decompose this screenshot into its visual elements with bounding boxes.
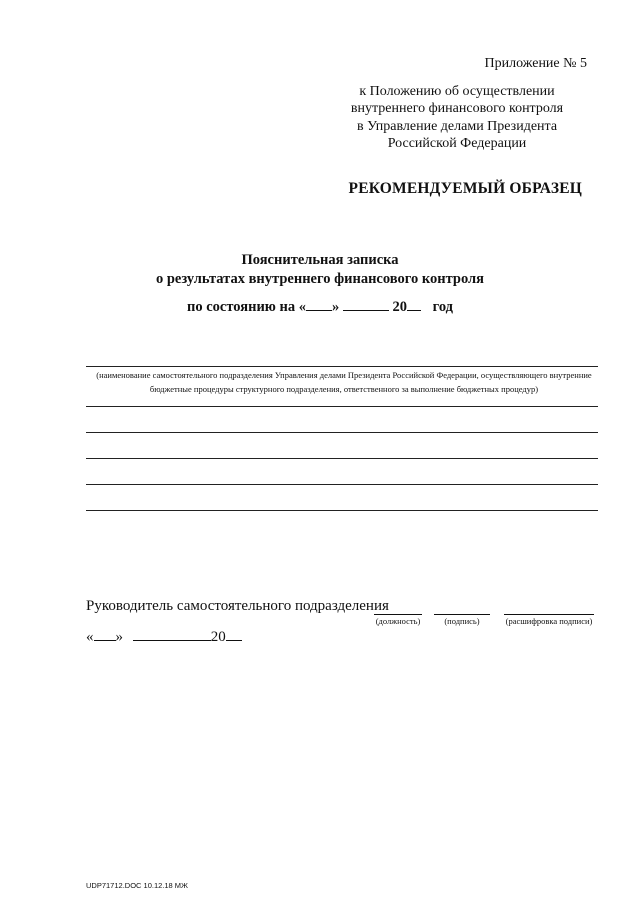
position-field[interactable] bbox=[374, 614, 422, 626]
text-line[interactable] bbox=[86, 406, 598, 407]
text-line[interactable] bbox=[86, 458, 598, 459]
year-suffix: год bbox=[432, 299, 453, 315]
subdivision-caption bbox=[88, 368, 600, 396]
subdivision-name-line[interactable] bbox=[86, 366, 598, 367]
reference-line: внутреннего финансового контроля bbox=[350, 101, 564, 116]
signature-decode-caption: (расшифровка подписи) bbox=[505, 616, 593, 626]
caption-line-1: (наименование самостоятельного подразделения Управления делами Президента Российской Федерации, осуществляющего внутренние bbox=[96, 370, 592, 380]
text-line[interactable] bbox=[86, 432, 598, 433]
signature-caption: (подпись) bbox=[444, 616, 480, 626]
as-of-date bbox=[0, 298, 640, 316]
signing-month-blank[interactable] bbox=[133, 628, 211, 641]
signing-day-blank[interactable] bbox=[94, 628, 116, 641]
signing-date bbox=[86, 628, 242, 646]
as-of-close-quote: » bbox=[331, 299, 340, 315]
text-line[interactable] bbox=[86, 510, 598, 511]
caption-line-2: бюджетные процедуры структурного подразделения, ответственного за выполнение бюджетных процедур) bbox=[149, 384, 539, 394]
document-title bbox=[0, 251, 640, 289]
day-blank[interactable] bbox=[306, 298, 332, 311]
text-line[interactable] bbox=[86, 484, 598, 485]
title-line-2: о результатах внутреннего финансового контроля bbox=[155, 271, 485, 287]
signature-field[interactable] bbox=[434, 614, 490, 626]
appendix-header bbox=[327, 55, 587, 153]
year-prefix: 20 bbox=[392, 299, 407, 315]
as-of-prefix: по состоянию на « bbox=[186, 299, 306, 315]
reference-line: к Положению об осуществлении bbox=[359, 83, 555, 99]
signing-year-prefix: 20 bbox=[210, 629, 226, 645]
year-blank[interactable] bbox=[407, 298, 421, 311]
signature-label: Руководитель самостоятельного подразделения bbox=[86, 598, 389, 614]
month-blank[interactable] bbox=[343, 298, 389, 311]
signature-decode-field[interactable] bbox=[504, 614, 594, 626]
appendix-reference bbox=[327, 83, 587, 153]
file-footer: UDP71712.DOC 10.12.18 МЖ bbox=[86, 881, 188, 890]
signing-year-blank[interactable] bbox=[226, 628, 242, 641]
reference-line: в Управление делами Президента bbox=[356, 118, 558, 134]
recommended-sample-label: РЕКОМЕНДУЕМЫЙ ОБРАЗЕЦ bbox=[348, 180, 582, 197]
appendix-number: Приложение № 5 bbox=[484, 56, 587, 71]
position-caption: (должность) bbox=[375, 616, 421, 626]
date-open-quote: « bbox=[86, 629, 94, 645]
title-line-1: Пояснительная записка bbox=[241, 252, 399, 268]
reference-line: Российской Федерации bbox=[387, 136, 527, 151]
date-close-quote: » bbox=[115, 629, 123, 645]
